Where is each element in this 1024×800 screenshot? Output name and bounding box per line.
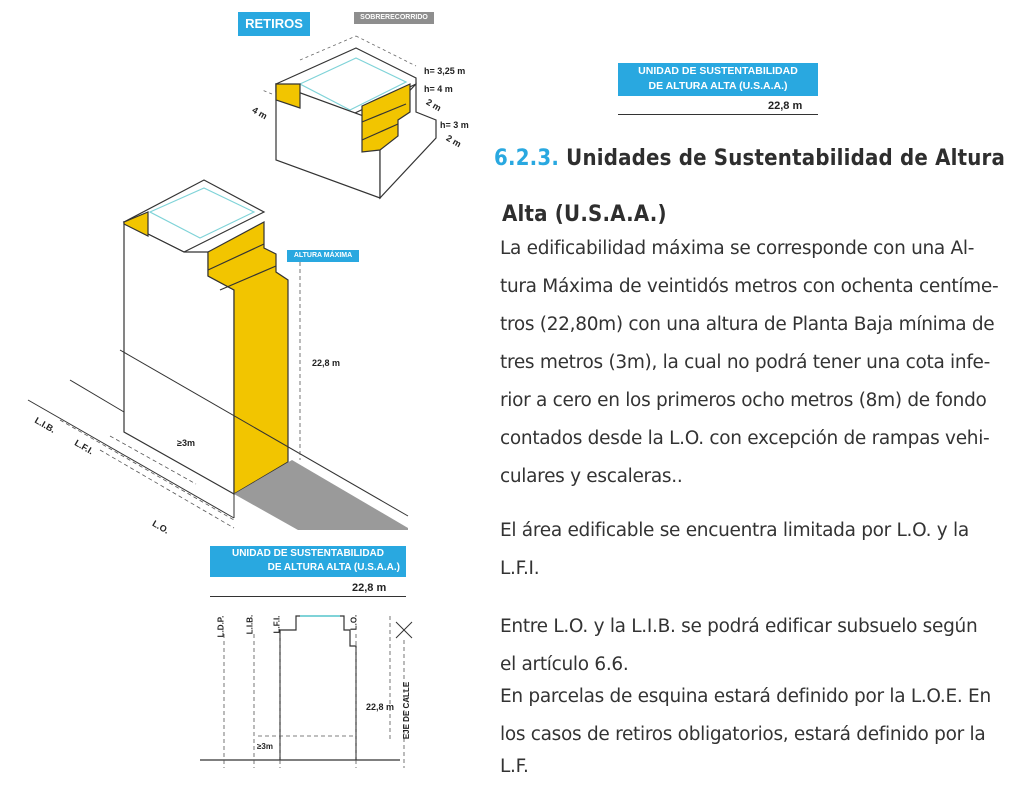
section-heading (494, 146, 1005, 171)
p3-line-2: En parcelas de esquina estará definido por la L.O.E. En (500, 686, 991, 707)
p1-line-5: contados desde la L.O. con excepción de rampas vehi- (500, 428, 990, 449)
dim-22-8m-iso: 22,8 m (312, 358, 341, 368)
dim-h4: h= 4 m (424, 84, 453, 94)
lib-label-sec: L.I.B. (245, 614, 255, 635)
p3-line-3: los casos de retiros obligatorios, estará definido por la (500, 724, 986, 745)
dim-22-8m-sec: 22,8 m (366, 702, 395, 712)
p2-line-0: El área edificable se encuentra limitada por L.O. y la (500, 520, 969, 541)
retiros-label: RETIROS (238, 12, 310, 36)
ldp-label: L.D.P. (216, 615, 226, 638)
p3-line-0: Entre L.O. y la L.I.B. se podrá edificar subsuelo según (500, 616, 978, 637)
dim-2m-b: 2 m (444, 132, 463, 150)
usaa-height-bottom: 22,8 m (352, 582, 387, 594)
usaa-label-top-line1: UNIDAD DE SUSTENTABILIDAD (638, 65, 798, 77)
p2-line-1: L.F.I. (500, 558, 540, 579)
p1-line-3: tres metros (3m), la cual no podrá tener una cota infe- (500, 352, 990, 373)
p3-line-1: el artículo 6.6. (500, 654, 629, 675)
usaa-label-bottom-line1: UNIDAD DE SUSTENTABILIDAD (231, 548, 385, 559)
altura-maxima-label: ALTURA MÁXIMA (287, 250, 359, 262)
dim-h3: h= 3 m (440, 120, 469, 130)
lfi-label-sec: L.F.I. (272, 615, 282, 634)
usaa-label-bottom (210, 546, 406, 577)
dim-4m: 4 m (250, 104, 269, 122)
lib-label-iso: L.I.B. (32, 415, 58, 435)
dim-h325: h= 3,25 m (424, 66, 466, 76)
divider-top (618, 114, 818, 115)
p1-line-0: La edificabilidad máxima se corresponde con una Al- (500, 238, 975, 259)
usaa-label-top-line2: DE ALTURA ALTA (U.S.A.A.) (648, 80, 788, 92)
p1-line-1: tura Máxima de veintidós metros con ochenta centíme- (500, 276, 999, 297)
divider-bottom (210, 596, 406, 597)
dim-ge3m-iso: ≥3m (177, 438, 195, 448)
section-title-line1: Unidades de Sustentabilidad de Altura (566, 146, 1006, 171)
p1-line-4: rior a cero en los primeros ocho metros (8m) de fondo (500, 390, 987, 411)
usaa-label-top (618, 63, 818, 96)
p1-line-2: tros (22,80m) con una altura de Planta Baja mínima de (500, 314, 995, 335)
eje-de-calle-label: EJE DE CALLE (402, 681, 412, 740)
section-number: 6.2.3. (494, 146, 560, 171)
p1-line-6: culares y escaleras.. (500, 466, 683, 487)
p3-line-4: L.F. (500, 756, 529, 777)
lfi-label-iso: L.F.I. (72, 437, 96, 457)
dim-2m-a: 2 m (424, 96, 443, 114)
dim-ge3m-sec: ≥3m (257, 742, 273, 751)
sobrerecorrido-label: SOBRERECORRIDO (354, 12, 434, 24)
usaa-label-bottom-line2: DE ALTURA ALTA (U.S.A.A.) (267, 562, 400, 573)
lo-label-iso: L.O. (150, 518, 171, 536)
eje-cross-icon (396, 622, 412, 638)
usaa-height-top: 22,8 m (768, 100, 803, 112)
lo-label-sec: L.O. (349, 614, 359, 631)
section-title-line2: Alta (U.S.A.A.) (502, 202, 667, 227)
